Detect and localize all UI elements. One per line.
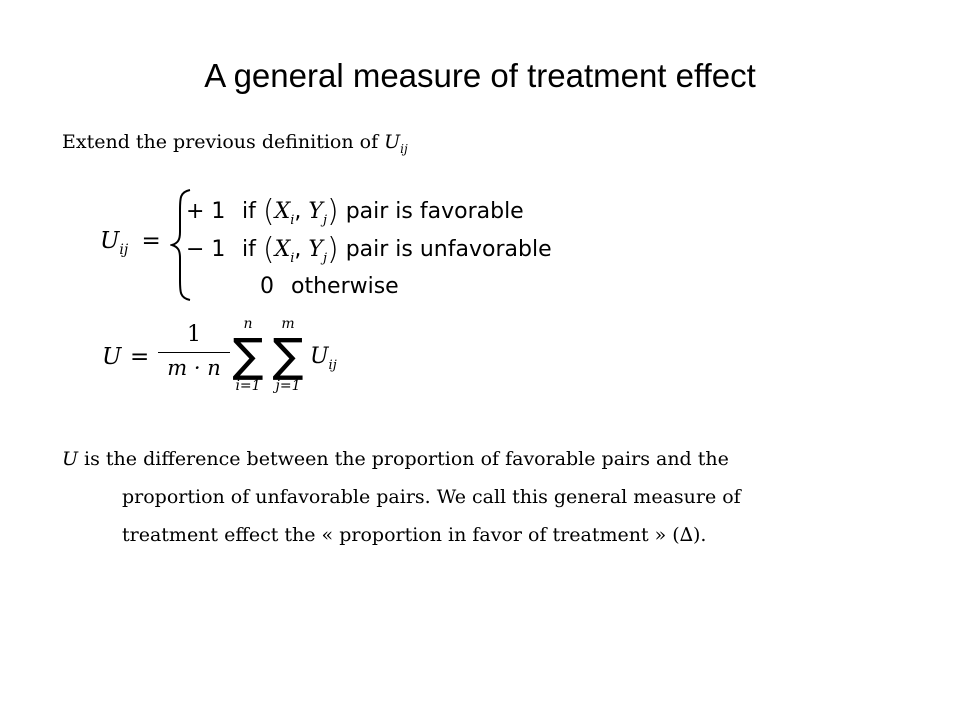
pair-x-sub: i: [290, 213, 295, 228]
sum-upper-limit: n: [243, 316, 253, 332]
u-sum-formula: [100, 316, 500, 416]
case-if: if: [242, 199, 256, 224]
case-unfavorable: − 1 if ($X_i$, $Y_j$) pair is unfavorable: [186, 232, 552, 267]
sum-lower-limit: j=1: [275, 378, 301, 394]
pair-y: Y: [308, 199, 323, 224]
summand: [310, 344, 337, 373]
intro-label: Extend the previous definition of: [62, 131, 385, 153]
pair-x: X: [274, 237, 291, 262]
case-if: if: [242, 237, 256, 262]
sum-lower-limit: i=1: [235, 378, 261, 394]
case-condition: otherwise: [291, 274, 399, 299]
uij-lhs: [100, 228, 161, 258]
u-lhs: U: [102, 344, 122, 370]
paragraph-line-3: treatment effect the « proportion in favor of treatment » (∆).: [122, 524, 707, 546]
case-condition: pair is favorable: [345, 199, 524, 224]
fraction-numerator: 1: [187, 322, 201, 347]
sum-over-i: [228, 316, 268, 394]
case-sign: + 1: [186, 199, 226, 224]
summand-sub: ij: [328, 358, 337, 373]
pair-y-sub: j: [322, 251, 327, 266]
sigma-icon: ∑: [272, 328, 304, 382]
slide-title: A general measure of treatment effect: [204, 57, 756, 94]
uij-lhs-sub: ij: [119, 242, 129, 258]
case-favorable: + 1 if ($X_i$, $Y_j$) pair is favorable: [186, 194, 524, 229]
paragraph-line-1: [62, 440, 922, 478]
fraction: [158, 322, 230, 381]
u-equals: =: [130, 344, 150, 370]
fraction-bar: [158, 352, 230, 353]
case-otherwise: [260, 274, 399, 299]
pair-y-sub: j: [322, 213, 327, 228]
uij-definition-formula: [100, 188, 620, 308]
paragraph-line-1-text: is the difference between the proportion of favorable pairs and the: [78, 448, 729, 470]
intro-text: [62, 128, 408, 163]
explanation-paragraph: [62, 440, 922, 554]
sum-over-j: [268, 316, 308, 394]
intro-subscript: ij: [400, 142, 408, 156]
summand-var: U: [310, 344, 329, 369]
case-sign: 0: [260, 274, 274, 299]
sigma-icon: ∑: [232, 328, 264, 382]
uij-equals: =: [141, 228, 161, 254]
paragraph-variable: U: [62, 448, 79, 470]
case-sign: − 1: [186, 237, 226, 262]
case-condition: pair is unfavorable: [345, 237, 552, 262]
paragraph-line-2: proportion of unfavorable pairs. We call this general measure of: [122, 486, 741, 508]
sum-upper-limit: m: [281, 316, 295, 332]
uij-lhs-var: U: [100, 228, 120, 254]
intro-variable: U: [384, 131, 401, 153]
pair-y: Y: [308, 237, 323, 262]
pair-x-sub: i: [290, 251, 295, 266]
pair-x: X: [274, 199, 291, 224]
fraction-denominator: m · n: [167, 356, 221, 380]
